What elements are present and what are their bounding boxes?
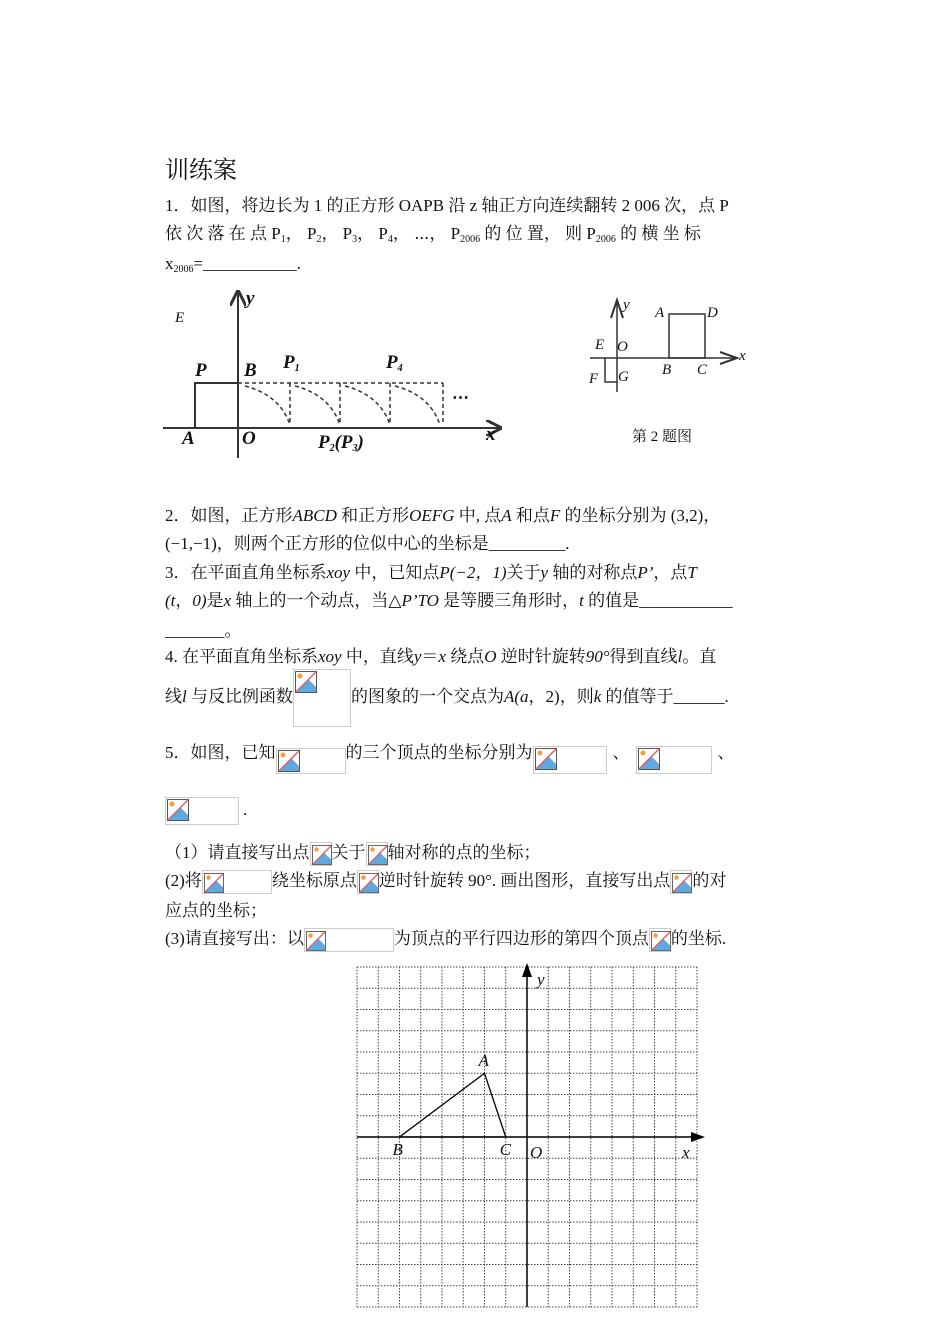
page-title: 训练案: [165, 158, 237, 184]
triangle-abc: [400, 1073, 506, 1137]
broken-image-icon: [202, 870, 272, 894]
flip-arcs: [245, 383, 443, 425]
q5-part3: (3)请直接写出：以 为顶点的平行四边形的第四个顶点 的坐标.: [165, 928, 726, 952]
q4-line1: 4. 在平面直角坐标系xoy 中，直线y＝x 绕点O 逆时针旋转90°得到直线l。直: [165, 647, 717, 666]
q5-part2-line2: 应点的坐标；: [165, 901, 267, 920]
q3-line2: (t，0)是x 轴上的一个动点，当△P’TO 是等腰三角形时，t 的值是___________: [165, 591, 733, 610]
broken-image-icon: [533, 746, 607, 774]
broken-image-icon: [649, 928, 671, 952]
broken-image-icon: [670, 870, 692, 894]
x-axis-arrow: [691, 1132, 705, 1142]
broken-image-icon: [276, 748, 346, 774]
grid-drawing: [350, 960, 710, 1320]
label-y: y: [537, 970, 545, 989]
broken-image-icon: [165, 797, 239, 825]
coordinate-grid: [350, 960, 710, 1320]
square-oefg: [605, 358, 617, 382]
label-origin: O: [530, 1143, 543, 1162]
label-c: C: [499, 1140, 512, 1159]
figure-2-caption: 第 2 题图: [632, 429, 693, 445]
q4-line2: 线l 与反比例函数 的图象的一个交点为A(a，2)，则k 的值等于______.: [165, 668, 729, 727]
q5-part1: （1）请直接写出点 关于 轴对称的点的坐标；: [165, 842, 541, 866]
q3-line3: _______。: [165, 621, 242, 640]
q2-line1: 2．如图，正方形ABCD 和正方形OEFG 中, 点A 和点F 的坐标分别为 (3,2)，: [165, 506, 721, 525]
q5-line1: 5．如图，已知 的三个顶点的坐标分别为 、 、: [165, 732, 735, 774]
label-x: x: [682, 1143, 690, 1162]
broken-image-icon: [304, 928, 394, 952]
label-a: A: [478, 1051, 489, 1071]
square-oapb: [195, 383, 238, 428]
q5-line2: .: [165, 797, 247, 825]
label-b: B: [392, 1140, 403, 1159]
broken-image-icon: [310, 842, 332, 866]
broken-image-icon: [357, 870, 379, 894]
y-axis-arrow: [522, 963, 532, 977]
figure-1: E P B $P_1$ $P_4$ A O $P_2(P_3)$ x y ⋯ A D E O B C F G x y 第 2 题图: [0, 0, 950, 480]
q5-part2-line1: (2)将 绕坐标原点 逆时针旋转 90°. 画出图形，直接写出点 的对: [165, 870, 726, 894]
broken-image-icon: [293, 669, 351, 727]
q1-line3: $x_{2006}=\_\_\_\_\_\_\_\_\_\_\_$.: [165, 254, 301, 275]
square-abcd: [669, 314, 705, 358]
q2-line2: (−1,−1)，则两个正方形的位似中心的坐标是_________.: [165, 534, 570, 553]
q3-line1: 3．在平面直角坐标系xoy 中，已知点P(−2，1)关于y 轴的对称点P’，点T: [165, 563, 697, 582]
q1-line1: 1．如图，将边长为 1 的正方形 OAPB 沿 z 轴正方向连续翻转 2 006 次，点 P: [165, 196, 729, 215]
broken-image-icon: [636, 746, 712, 774]
q1-line2: 依 次 落 在 点 $P_1$， $P_2$， $P_3$， $P_4$， ⋯， $P_{2006}$ 的 位 置， 则 $P_{2006}$ 的 横 坐 标: [165, 224, 701, 245]
broken-image-icon: [366, 842, 388, 866]
